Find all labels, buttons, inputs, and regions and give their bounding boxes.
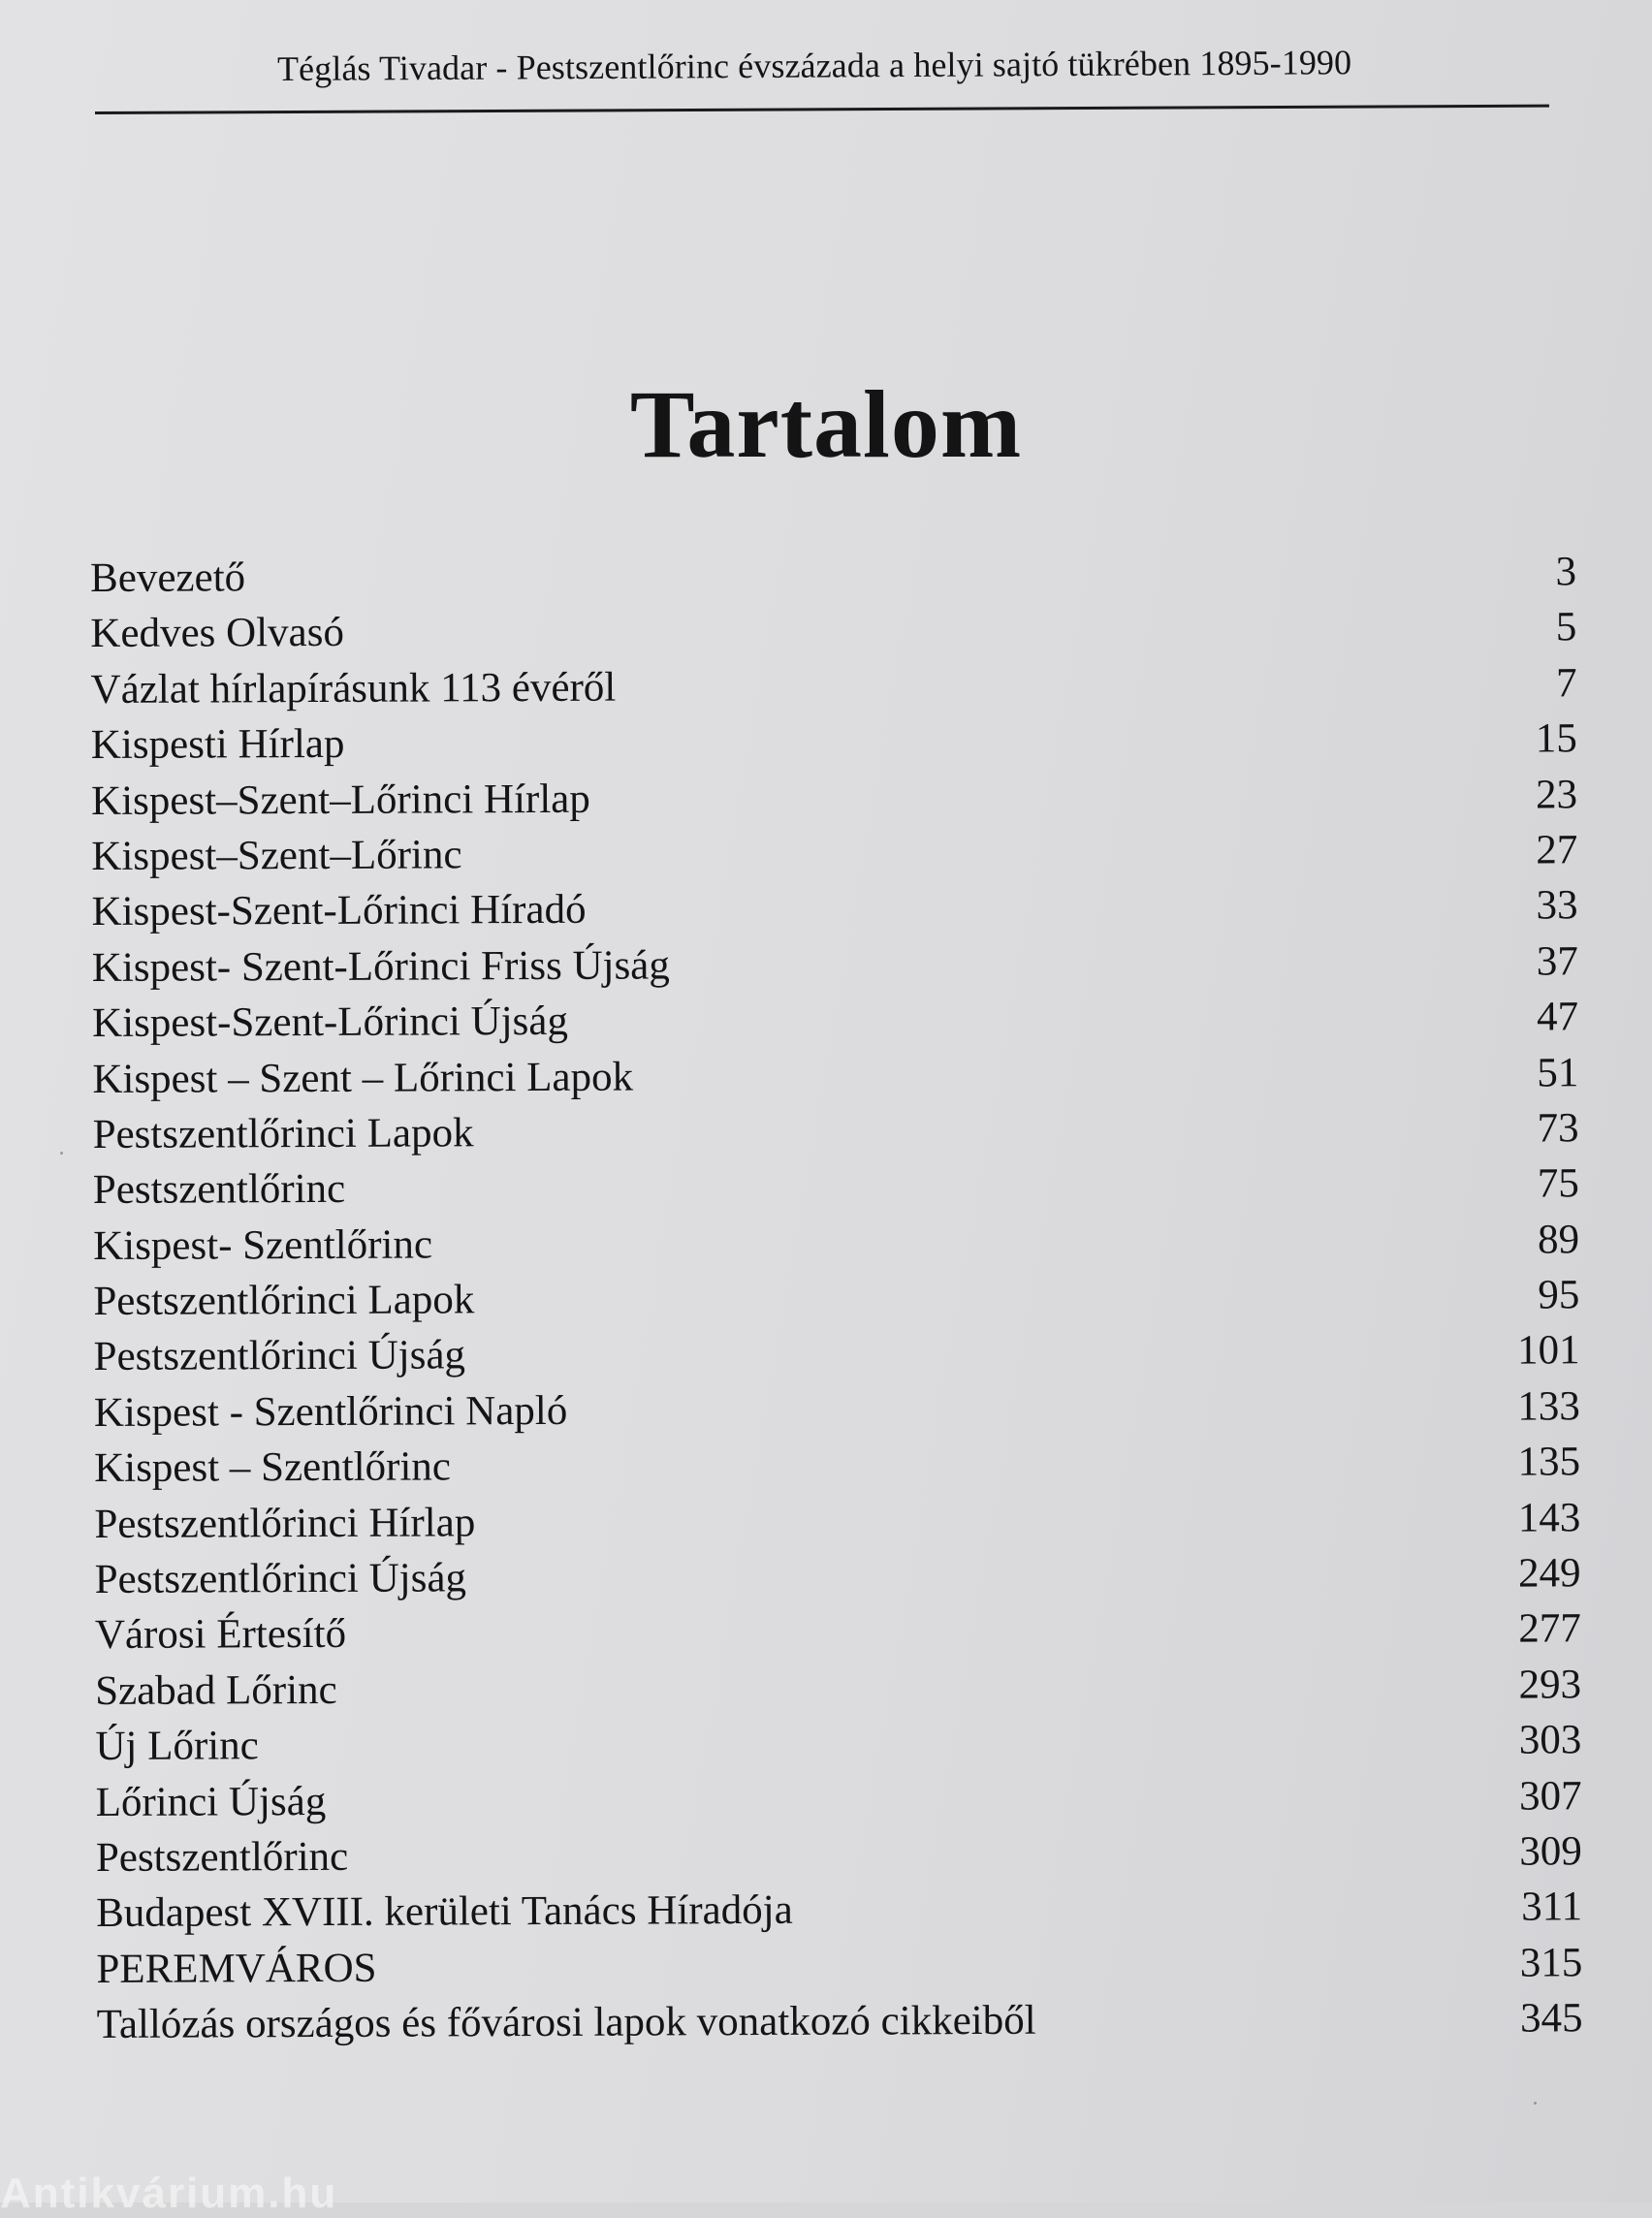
- toc-entry-title: Kispest – Szentlőrinc: [94, 1443, 452, 1492]
- toc-entry-page-number: 135: [1517, 1439, 1581, 1485]
- toc-entry: [94, 1378, 1580, 1441]
- toc-entry: [92, 989, 1578, 1051]
- toc-entry-page-number: 33: [1536, 882, 1578, 929]
- toc-entry: [91, 822, 1577, 884]
- toc-entry-title: Szabad Lőrinc: [95, 1666, 337, 1714]
- page-title: Tartalom: [629, 370, 1023, 478]
- toc-entry: [94, 1323, 1580, 1385]
- toc-entry-title: Kispest–Szent–Lőrinci Hírlap: [91, 776, 590, 824]
- toc-entry: [95, 1713, 1581, 1775]
- toc-entry-page-number: 143: [1517, 1494, 1581, 1541]
- running-header: Téglás Tivadar - Pestszentlőrinc évszázada a helyi sajtó tükrében 1895-1990: [276, 43, 1352, 88]
- toc-entry: [91, 655, 1577, 717]
- paper-speck: [60, 1152, 63, 1155]
- toc-entry-page-number: 277: [1518, 1605, 1581, 1653]
- toc-entry-title: Kispest - Szentlőrinci Napló: [93, 1387, 568, 1436]
- toc-entry-title: Kispest-Szent-Lőrinci Híradó: [91, 887, 587, 935]
- toc-entry-title: Új Lőrinc: [95, 1723, 259, 1770]
- header-rule: [95, 105, 1549, 114]
- toc-entry-page-number: 51: [1537, 1049, 1579, 1096]
- toc-entry: [92, 1045, 1578, 1107]
- toc-entry-page-number: 7: [1556, 660, 1577, 707]
- toc-entry-title: Kispest–Szent–Lőrinc: [91, 832, 462, 879]
- toc-entry: [95, 1545, 1581, 1607]
- table-of-contents: [90, 544, 1583, 2052]
- toc-entry-title: Vázlat hírlapírásunk 113 évéről: [90, 664, 617, 713]
- toc-entry-page-number: 37: [1536, 938, 1578, 985]
- toc-entry-page-number: 101: [1517, 1327, 1580, 1375]
- toc-entry: [95, 1657, 1581, 1719]
- toc-entry-title: Pestszentlőrinci Lapok: [93, 1277, 475, 1325]
- toc-entry-page-number: 309: [1519, 1828, 1582, 1875]
- toc-entry-title: Kispesti Hírlap: [90, 721, 345, 769]
- toc-entry-title: Bevezető: [90, 554, 246, 601]
- toc-entry-title: Kedves Olvasó: [90, 610, 345, 657]
- watermark: Antikvárium.hu: [0, 2170, 338, 2217]
- toc-entry: [92, 934, 1578, 996]
- toc-entry-page-number: 47: [1537, 994, 1579, 1040]
- toc-entry-page-number: 89: [1538, 1216, 1580, 1263]
- toc-entry: [91, 767, 1577, 829]
- toc-entry: [93, 1157, 1579, 1219]
- paper-speck: [1534, 2102, 1537, 2105]
- toc-entry-page-number: 249: [1518, 1550, 1581, 1597]
- toc-entry: [92, 878, 1578, 940]
- toc-entry-title: Pestszentlőrinci Hírlap: [94, 1499, 476, 1547]
- toc-entry-title: Kispest- Szentlőrinc: [93, 1221, 433, 1269]
- toc-entry-page-number: 315: [1519, 1940, 1583, 1986]
- toc-entry: [93, 1212, 1579, 1274]
- toc-entry-title: Pestszentlőrinc: [92, 1166, 346, 1214]
- toc-entry-title: Kispest- Szent-Lőrinci Friss Újság: [91, 942, 670, 991]
- toc-entry-title: Kispest – Szent – Lőrinci Lapok: [92, 1054, 634, 1102]
- toc-entry-page-number: 303: [1518, 1717, 1582, 1763]
- toc-entry: [95, 1601, 1581, 1664]
- toc-entry-page-number: 3: [1555, 549, 1577, 595]
- toc-entry-page-number: 293: [1518, 1662, 1582, 1708]
- toc-entry-title: Budapest XVIII. kerületi Tanács Híradója: [96, 1887, 793, 1937]
- toc-entry-page-number: 5: [1555, 604, 1577, 650]
- toc-entry-page-number: 95: [1538, 1272, 1580, 1318]
- toc-entry-page-number: 307: [1519, 1772, 1582, 1820]
- toc-entry-title: Városi Értesítő: [94, 1611, 347, 1659]
- toc-entry-title: PEREMVÁROS: [96, 1945, 377, 1992]
- toc-entry-title: Lőrinci Újság: [95, 1778, 327, 1825]
- toc-entry-title: Pestszentlőrinci Lapok: [92, 1110, 474, 1157]
- toc-entry: [90, 544, 1576, 606]
- toc-entry-page-number: 311: [1521, 1884, 1583, 1930]
- toc-entry-page-number: 27: [1536, 827, 1578, 873]
- toc-entry-page-number: 75: [1537, 1160, 1579, 1207]
- toc-entry-title: Kispest-Szent-Lőrinci Újság: [92, 998, 569, 1047]
- toc-entry: [96, 1880, 1582, 1942]
- toc-entry: [96, 1823, 1582, 1885]
- toc-entry: [96, 1768, 1582, 1830]
- toc-entry: [90, 600, 1576, 662]
- toc-entry: [96, 1935, 1582, 1997]
- toc-entry: [94, 1435, 1580, 1497]
- toc-entry-title: Pestszentlőrinci Újság: [94, 1555, 467, 1603]
- toc-entry-page-number: 345: [1520, 1995, 1583, 2042]
- toc-entry: [97, 1990, 1583, 2052]
- toc-entry-page-number: 73: [1537, 1105, 1579, 1152]
- toc-entry: [94, 1490, 1580, 1552]
- toc-entry-page-number: 15: [1535, 715, 1577, 762]
- toc-entry-title: Pestszentlőrinci Újság: [93, 1332, 466, 1380]
- toc-entry: [93, 1267, 1579, 1329]
- toc-entry: [93, 1100, 1579, 1162]
- toc-entry-page-number: 133: [1517, 1383, 1580, 1430]
- toc-entry-page-number: 23: [1536, 771, 1578, 818]
- toc-entry-title: Pestszentlőrinc: [95, 1833, 349, 1881]
- toc-entry: [91, 711, 1577, 773]
- toc-entry-title: Tallózás országos és fővárosi lapok vonatkozó cikkeiből: [96, 1997, 1036, 2048]
